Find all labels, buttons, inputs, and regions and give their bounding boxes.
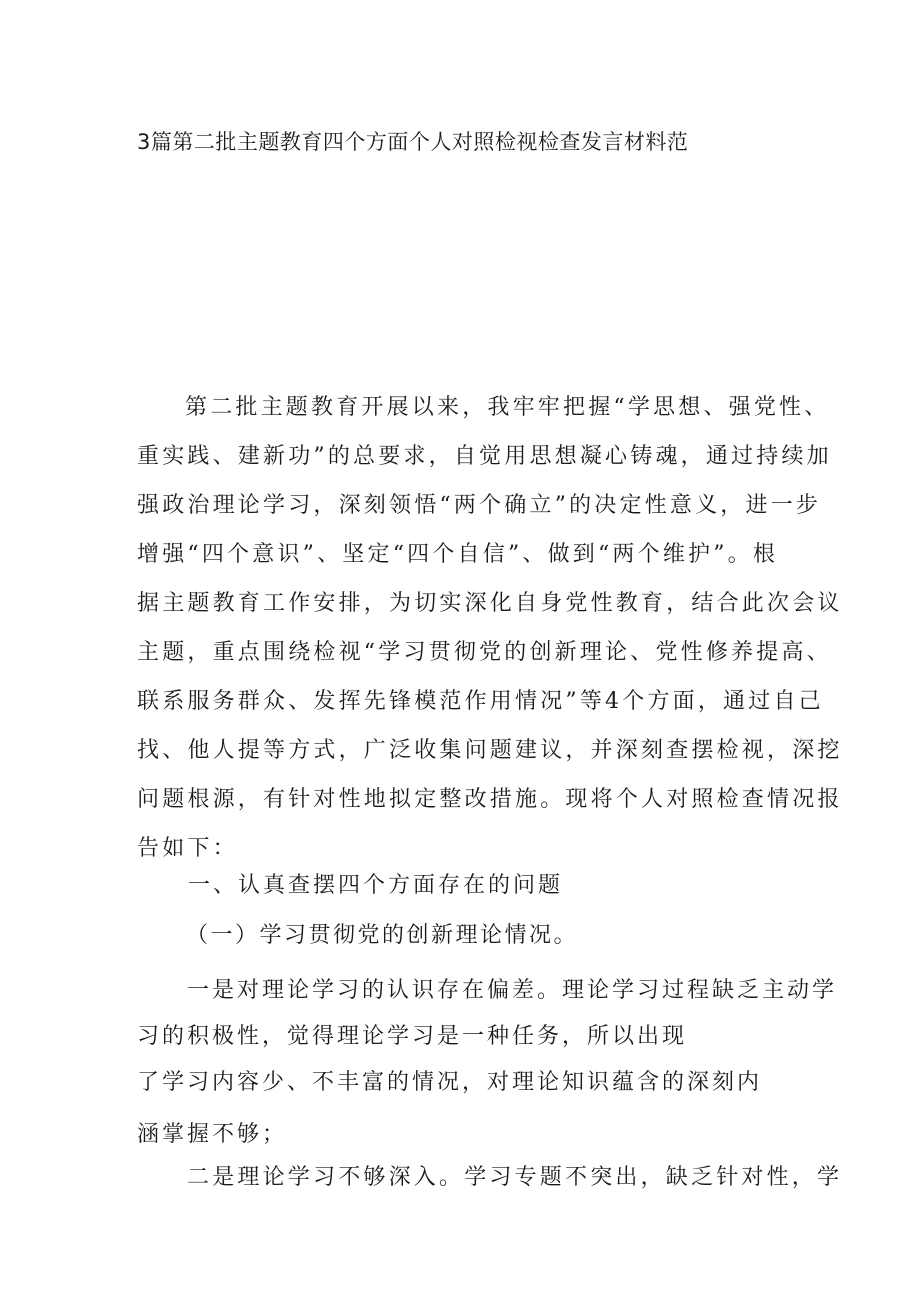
paragraph-line: 重实践、建新功”的总要求，自觉用思想凝心铸魂，通过持续加: [137, 444, 832, 469]
document-title: 3篇第二批主题教育四个方面个人对照检视检查发言材料范: [137, 130, 689, 154]
intro-paragraph: [137, 383, 843, 873]
paragraph-line: 强政治理论学习，深刻领悟“两个确立”的决定性意义，进一步: [137, 493, 822, 518]
issue-paragraph-two: 二是理论学习不够深入。学习专题不突出，缺乏针对性，学: [187, 1165, 843, 1190]
paragraph-line: 问题根源，有针对性地拟定整改措施。现将个人对照检查情况报: [137, 787, 843, 812]
paragraph-line: 第二批主题教育开展以来，我牢牢把握“学思想、强党性、: [185, 395, 830, 420]
paragraph-line: 了学习内容少、不丰富的情况，对理论知识蕴含的深刻内: [137, 1070, 763, 1095]
paragraph-line: 主题，重点围绕检视“学习贯彻党的创新理论、党性修养提高、: [137, 640, 832, 665]
paragraph-line: 涵掌握不够；: [137, 1122, 288, 1147]
paragraph-line: 习的积极性，觉得理论学习是一种任务，所以出现: [137, 1024, 688, 1049]
subsection-heading: （一）学习贯彻党的创新理论情况。: [186, 923, 579, 948]
paragraph-line: 告如下：: [137, 836, 238, 861]
issue-paragraph-one: [137, 968, 837, 1158]
paragraph-line: 联系服务群众、发挥先锋模范作用情况”等4个方面，通过自己: [137, 689, 824, 714]
paragraph-line: 增强“四个意识”、坚定“四个自信”、做到“两个维护”。根: [137, 542, 779, 567]
paragraph-line: 一是对理论学习的认识存在偏差。理论学习过程缺乏主动学: [187, 978, 838, 1003]
section-heading: 一、认真查摆四个方面存在的问题: [188, 873, 564, 898]
paragraph-line: 据主题教育工作安排，为切实深化自身党性教育，结合此次会议: [137, 591, 843, 616]
paragraph-line: 找、他人提等方式，广泛收集问题建议，并深刻查摆检视，深挖: [137, 738, 843, 763]
